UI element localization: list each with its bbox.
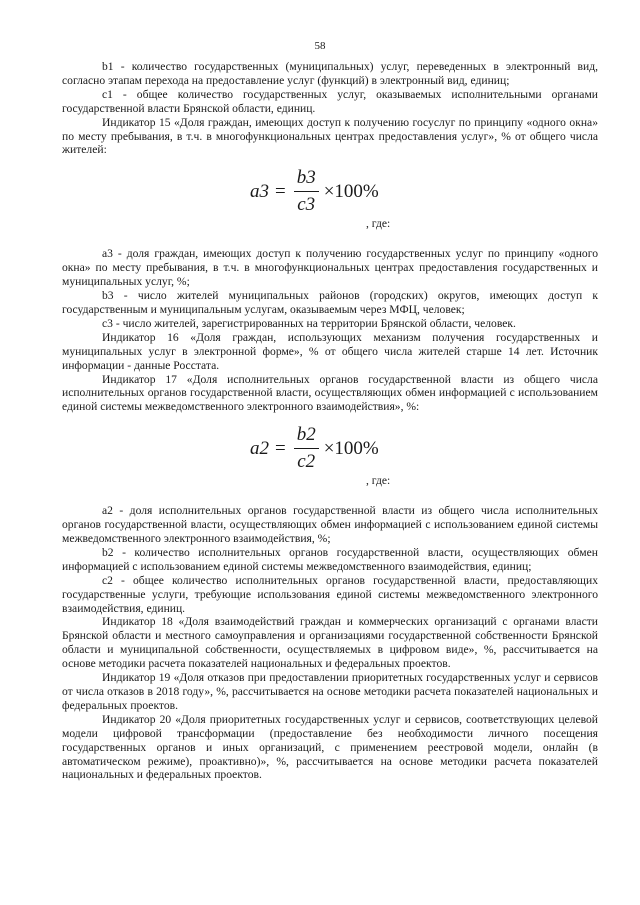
paragraph-indicator-20: Индикатор 20 «Доля приоритетных государственных услуг и сервисов, соответствующих целевой модели цифровой трансформации (предоставление без необходимости личного посещения государственных органов и иных организаций, с применением реестровой модели, онлайн (в автоматическом режиме), проактивно)», %, рассчитывается на основе методики расчета показателей национальных и федеральных проектов. [62, 712, 598, 782]
paragraph-c2-def: c2 - общее количество исполнительных органов государственной власти, предоставляющих государственные услуги, требующие использования единой системы межведомственного электронного взаимодействия, единиц. [62, 573, 598, 615]
formula-where-label: , где: [366, 217, 391, 231]
paragraph-c1: c1 - общее количество государственных услуг, оказываемых исполнительными органами государственной власти Брянской области, единиц. [62, 87, 598, 115]
paragraph-b2-def: b2 - количество исполнительных органов государственной власти, осуществляющих обмен информацией с использованием единой системы межведомственного взаимодействия, единиц; [62, 545, 598, 573]
formula-numerator: b3 [294, 167, 319, 192]
paragraph-b3-def: b3 - число жителей муниципальных районов (городских) округов, имеющих доступ к государственным и муниципальным услугам, оказываемым через МФЦ, человек; [62, 289, 598, 316]
formula-denominator: c2 [297, 451, 316, 473]
formula-lhs: a3 [250, 180, 269, 202]
paragraph-indicator-16: Индикатор 16 «Доля граждан, использующих механизм получения государственных и муниципальных услуг в электронной форме», % от общего числа жителей старше 14 лет. Источник информации - данные Росстата. [62, 330, 598, 372]
formula-multiplier: ×100% [323, 437, 379, 459]
paragraph-c3-def: c3 - число жителей, зарегистрированных на территории Брянской области, человек. [102, 316, 516, 330]
formula-denominator: c3 [297, 194, 316, 216]
formula-numerator: b2 [294, 424, 319, 449]
paragraph-indicator-19: Индикатор 19 «Доля отказов при предоставлении приоритетных государственных услуг и сервисов от числа отказов в 2018 году», %, рассчитывается на основе методики расчета показателей национальных и федеральных проектов. [62, 671, 598, 712]
paragraph-b1: b1 - количество государственных (муниципальных) услуг, переведенных в электронный вид, согласно этапам перехода на предоставление услуг (функций) в электронный вид, единиц; [62, 60, 598, 87]
formula-multiplier: ×100% [323, 180, 379, 202]
paragraph-a3-def: a3 - доля граждан, имеющих доступ к получению государственных услуг по принципу «одного окна» по месту пребывания, в т.ч. в многофункциональных центрах предоставления государственных и муниципальных услуг, %; [62, 247, 598, 289]
paragraph-a2-def: a2 - доля исполнительных органов государственной власти из общего числа исполнительных органов государственной власти, осуществляющих обмен информацией с использованием единой системы межведомственного электронного взаимодействия, %; [62, 504, 598, 546]
formula-lhs: a2 [250, 437, 269, 459]
paragraph-indicator-15: Индикатор 15 «Доля граждан, имеющих доступ к получению госуслуг по принципу «одного окна» по месту пребывания, в т.ч. в многофункциональных центрах предоставления услуг», % от общего числа жителей: [62, 115, 598, 157]
formula-where-label: , где: [366, 474, 391, 488]
page-number: 58 [314, 40, 326, 52]
formula-a2: a2 = $\frac{b2}{c2}$ ×100% , где: [250, 424, 391, 488]
formula-a3: a3 = $\frac{b3}{c3}$ ×100% , где: [250, 167, 391, 231]
paragraph-indicator-18: Индикатор 18 «Доля взаимодействий граждан и коммерческих организаций с органами власти Брянской области и местного самоуправления и организациями государственной собственности Брянской области и муниципальной собственности, осуществляемых в цифровом виде», %, рассчитывается на основе методики расчета показателей национальных и федеральных проектов. [62, 615, 598, 671]
document-body [62, 60, 598, 782]
paragraph-indicator-17: Индикатор 17 «Доля исполнительных органов государственной власти из общего числа исполнительных органов государственной власти, осуществляющих обмен информацией с использованием единой системы межведомственного электронного взаимодействия», %: [62, 372, 598, 414]
